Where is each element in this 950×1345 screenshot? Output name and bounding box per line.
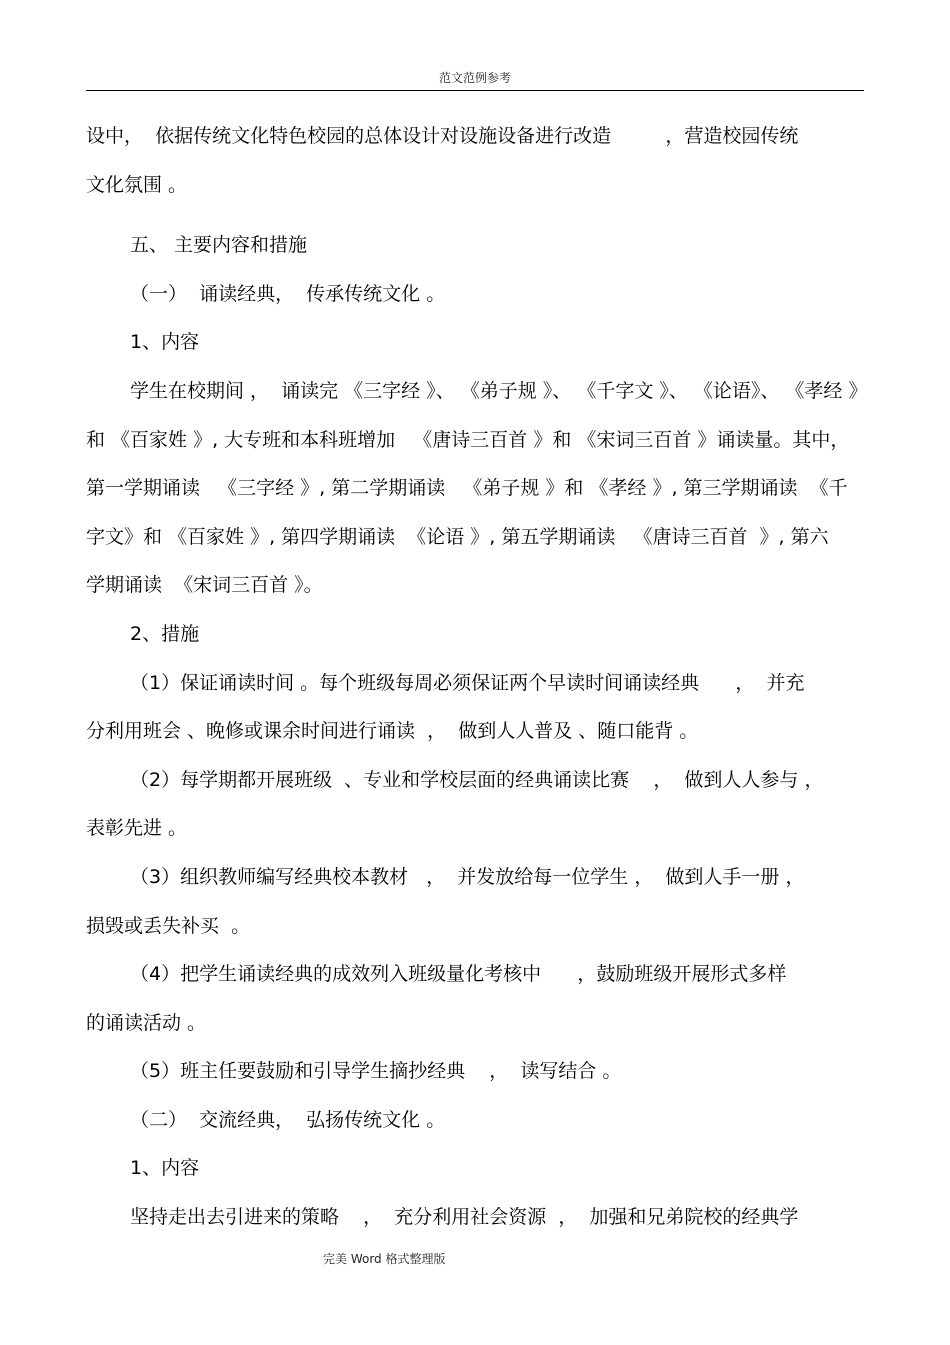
page-header: 范文范例参考 <box>438 71 511 85</box>
header-divider <box>86 90 864 91</box>
body-paragraph-line: （1）保证诵读时间 。每个班级每周必须保证两个早读时间诵读经典 ， 并充 <box>130 671 805 694</box>
body-paragraph-line: 损毁或丢失补买 。 <box>86 914 251 937</box>
body-paragraph-line: 分利用班会 、晚修或课余时间进行诵读 ， 做到人人普及 、随口能背 。 <box>86 720 699 743</box>
body-paragraph-line: 2、措施 <box>130 622 200 645</box>
body-paragraph-line: 字文》和 《百家姓 》, 第四学期诵读 《论语 》, 第五学期诵读 《唐诗三百首 》, 第六 <box>86 525 829 548</box>
body-paragraph-line: 文化氛围 。 <box>86 173 188 196</box>
page-footer: 完美 Word 格式整理版 <box>323 1252 446 1266</box>
body-paragraph-line: （二） 交流经典， 弘扬传统文化 。 <box>130 1108 446 1131</box>
body-paragraph-line: 表彰先进 。 <box>86 817 188 840</box>
body-paragraph-line: 坚持走出去引进来的策略 ， 充分利用社会资源 ， 加强和兄弟院校的经典学 <box>130 1206 799 1229</box>
body-paragraph-line: 第一学期诵读 《三字经 》, 第二学期诵读 《弟子规 》和 《孝经 》, 第三学期诵读 《千 <box>86 477 848 500</box>
body-paragraph-line: （一） 诵读经典， 传承传统文化 。 <box>130 282 446 305</box>
body-paragraph-line: 的诵读活动 。 <box>86 1011 207 1034</box>
body-paragraph-line: 设中， 依据传统文化特色校园的总体设计对设施设备进行改造 ，营造校园传统 <box>86 125 799 147</box>
body-paragraph-line: 学期诵读 《宋词三百首 》。 <box>86 574 323 597</box>
body-paragraph-line: （2）每学期都开展班级 、专业和学校层面的经典诵读比赛 ， 做到人人参与 ， <box>130 768 824 791</box>
body-paragraph-line: （5）班主任要鼓励和引导学生摘抄经典 ， 读写结合 。 <box>130 1060 622 1083</box>
body-paragraph-line: 1、内容 <box>130 331 200 354</box>
body-paragraph-line: 和 《百家姓 》, 大专班和本科班增加 《唐诗三百首 》和 《宋词三百首 》诵读量。其中， <box>86 428 850 451</box>
document-body <box>86 112 876 1242</box>
body-paragraph-line: （3）组织教师编写经典校本教材 ， 并发放给每一位学生 ， 做到人手一册 ， <box>130 865 805 888</box>
body-paragraph-line: （4）把学生诵读经典的成效列入班级量化考核中 ，鼓励班级开展形式多样 <box>130 963 787 986</box>
body-paragraph-line: 五、 主要内容和措施 <box>130 234 308 257</box>
body-paragraph-line: 学生在校期间 ， 诵读完 《三字经 》、 《弟子规 》、 《千字文 》、 《论语》、 《孝经 》 <box>130 379 868 402</box>
body-paragraph-line: 1、内容 <box>130 1157 200 1180</box>
